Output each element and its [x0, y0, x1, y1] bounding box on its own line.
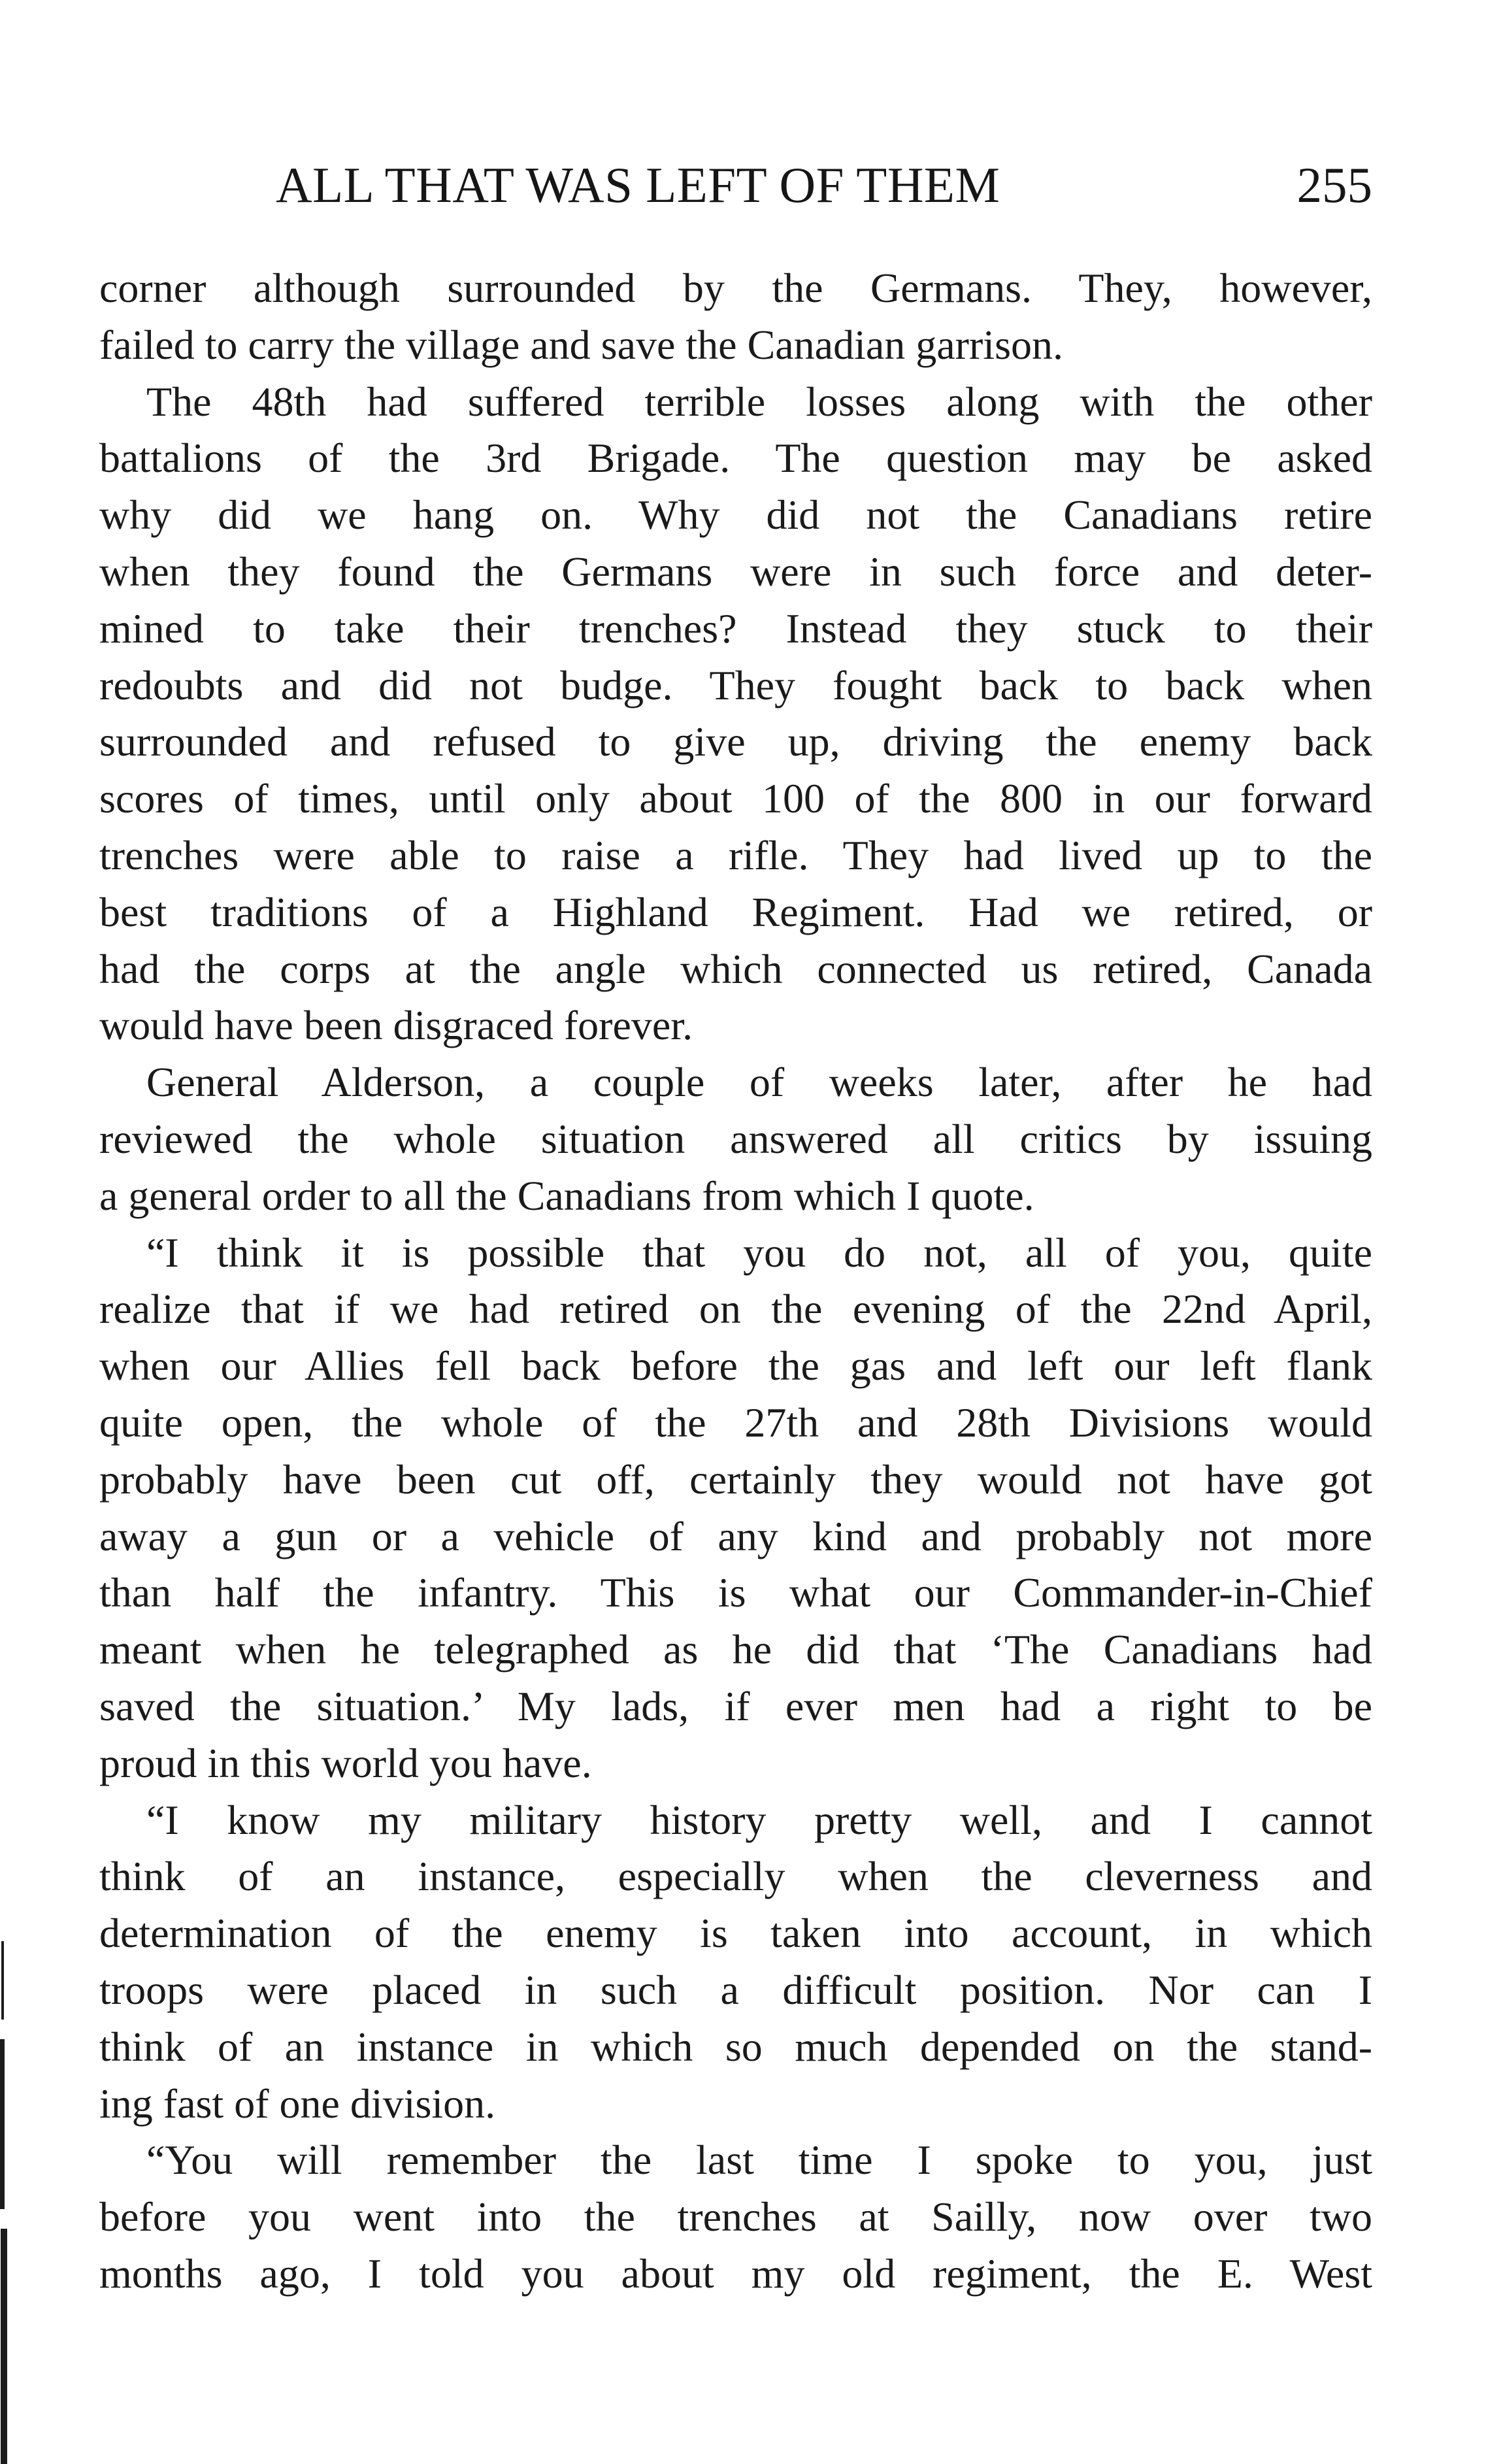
binding-edge-mark	[0, 1941, 9, 2464]
paragraph-first-line: The 48th had suffered terrible losses along with the other	[146, 378, 1372, 425]
text-line: a general order to all the Canadians from which I quote.	[99, 1172, 1034, 1219]
text-line: corner although surrounded by the Germans. They, however,	[99, 265, 1372, 311]
running-title: ALL THAT WAS LEFT OF THEM	[276, 157, 1000, 213]
text-line: scores of times, until only about 100 of the 800 in our forward	[99, 775, 1372, 822]
text-line: when they found the Germans were in such force and deter-	[99, 548, 1372, 595]
text-line: why did we hang on. Why did not the Canadians retire	[99, 491, 1372, 539]
text-line: failed to carry the village and save the Canadian garrison.	[99, 321, 1063, 368]
text-line: saved the situation.’ My lads, if ever men had a right to be	[99, 1682, 1372, 1729]
text-line: redoubts and did not budge. They fought back to back when	[99, 661, 1372, 708]
paragraph-first-line: “I know my military history pretty well, and I cannot	[146, 1796, 1372, 1843]
text-line: think of an instance in which so much depended on the stand-	[99, 2023, 1372, 2070]
text-line: think of an instance, especially when the cleverness and	[99, 1853, 1372, 1900]
text-line: battalions of the 3rd Brigade. The question may be asked	[99, 435, 1372, 482]
text-line: probably have been cut off, certainly they would not have got	[99, 1456, 1372, 1503]
text-line: ing fast of one division.	[99, 2080, 496, 2127]
paragraph-first-line: “I think it is possible that you do not, all of you, quite	[146, 1229, 1372, 1276]
text-line: troops were placed in such a difficult position. Nor can I	[99, 1966, 1372, 2013]
binding-mark-segment	[0, 2039, 5, 2209]
text-line: surrounded and refused to give up, driving the enemy back	[99, 718, 1372, 765]
text-line: proud in this world you have.	[99, 1739, 592, 1786]
running-header	[99, 149, 1372, 221]
binding-mark-segment	[1, 1941, 4, 2020]
text-line: away a gun or a vehicle of any kind and probably not more	[99, 1512, 1372, 1559]
text-line: months ago, I told you about my old regiment, the E. West	[99, 2250, 1372, 2297]
page-number: 255	[1296, 157, 1372, 213]
text-line: quite open, the whole of the 27th and 28th Divisions would	[99, 1399, 1372, 1446]
binding-mark-segment	[1, 2229, 7, 2464]
text-line: had the corps at the angle which connected us retired, Canada	[99, 945, 1372, 992]
text-line: than half the infantry. This is what our Commander-in-Chief	[99, 1569, 1372, 1616]
paragraph-first-line: General Alderson, a couple of weeks later, after he had	[146, 1059, 1372, 1106]
text-line: realize that if we had retired on the evening of the 22nd April,	[99, 1286, 1372, 1333]
text-line: determination of the enemy is taken into account, in which	[99, 1910, 1372, 1957]
text-line: mined to take their trenches? Instead they stuck to their	[99, 605, 1372, 652]
text-line: trenches were able to raise a rifle. They had lived up to the	[99, 831, 1372, 878]
text-line: reviewed the whole situation answered all critics by issuing	[99, 1115, 1372, 1162]
text-line: when our Allies fell back before the gas and left our left flank	[99, 1342, 1372, 1390]
text-line: best traditions of a Highland Regiment. Had we retired, or	[99, 888, 1372, 935]
text-line: before you went into the trenches at Sailly, now over two	[99, 2193, 1372, 2240]
text-line: meant when he telegraphed as he did that ‘The Canadians had	[99, 1626, 1372, 1673]
body-text	[99, 260, 1372, 2303]
paragraph-first-line: “You will remember the last time I spoke to you, just	[146, 2137, 1372, 2184]
text-line: would have been disgraced forever.	[99, 1002, 693, 1049]
